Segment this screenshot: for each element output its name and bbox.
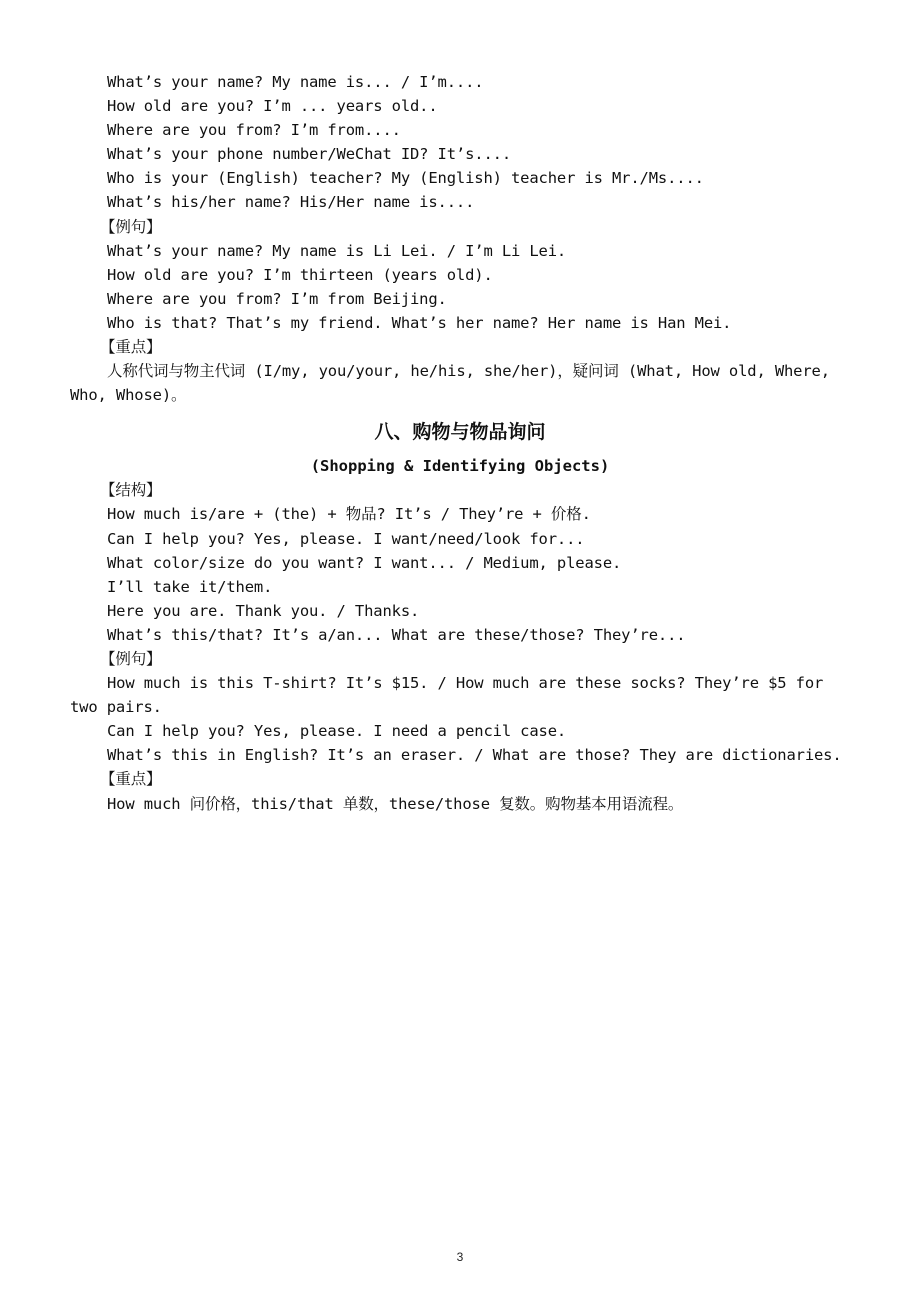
- structure-line: Where are you from? I’m from....: [107, 121, 401, 140]
- structure-line: How much is/are + (the) + 物品? It’s / They’re + 价格.: [107, 505, 591, 524]
- section-title: 八、购物与物品询问: [374, 421, 546, 444]
- structure-line: Can I help you? Yes, please. I want/need/look for...: [107, 529, 585, 548]
- section8-structure-lines: [70, 502, 850, 647]
- focus-heading: 【重点】: [100, 770, 162, 789]
- structure-line: What’s this/that? It’s a/an... What are these/those? They’re...: [107, 625, 686, 644]
- example-heading: 【例句】: [100, 217, 162, 236]
- example-line: Can I help you? Yes, please. I need a pencil case.: [107, 722, 567, 741]
- example-line: What’s your name? My name is Li Lei. / I’m Li Lei.: [107, 241, 567, 260]
- example-line: How much is this T-shirt? It’s $15. / How much are these socks? They’re $5 for two pairs.: [70, 674, 824, 717]
- example-line: What’s this in English? It’s an eraser. / What are those? They are dictionaries.: [107, 746, 842, 765]
- page-content: [70, 70, 850, 816]
- section7-example-lines: [70, 239, 850, 335]
- structure-line: I’ll take it/them.: [107, 577, 273, 596]
- focus-heading: 【重点】: [100, 338, 162, 357]
- structure-line: Here you are. Thank you. / Thanks.: [107, 601, 420, 620]
- section8-example-lines: [70, 719, 850, 767]
- section7-structure-lines: [70, 70, 850, 215]
- example-heading: 【例句】: [100, 649, 162, 668]
- focus-text: 人称代词与物主代词 (I/my, you/your, he/his, she/her)，疑问词 (What, How old, Where, Who, Whose)。: [70, 362, 830, 405]
- structure-heading: 【结构】: [100, 481, 162, 500]
- structure-line: What color/size do you want? I want... / Medium, please.: [107, 553, 622, 572]
- focus-text: How much 问价格，this/that 单数，these/those 复数。购物基本用语流程。: [107, 794, 684, 813]
- example-line: How old are you? I’m thirteen (years old).: [107, 265, 493, 284]
- page-number: 3: [456, 1250, 464, 1264]
- example-line: Who is that? That’s my friend. What’s her name? Her name is Han Mei.: [107, 313, 732, 332]
- structure-line: What’s your phone number/WeChat ID? It’s....: [107, 145, 511, 164]
- structure-line: What’s his/her name? His/Her name is....: [107, 193, 475, 212]
- structure-line: What’s your name? My name is... / I’m....: [107, 73, 484, 91]
- section-subtitle: (Shopping & Identifying Objects): [310, 457, 610, 476]
- structure-line: Who is your (English) teacher? My (English) teacher is Mr./Ms....: [107, 169, 704, 188]
- structure-line: How old are you? I’m ... years old..: [107, 97, 438, 116]
- example-line: Where are you from? I’m from Beijing.: [107, 289, 447, 308]
